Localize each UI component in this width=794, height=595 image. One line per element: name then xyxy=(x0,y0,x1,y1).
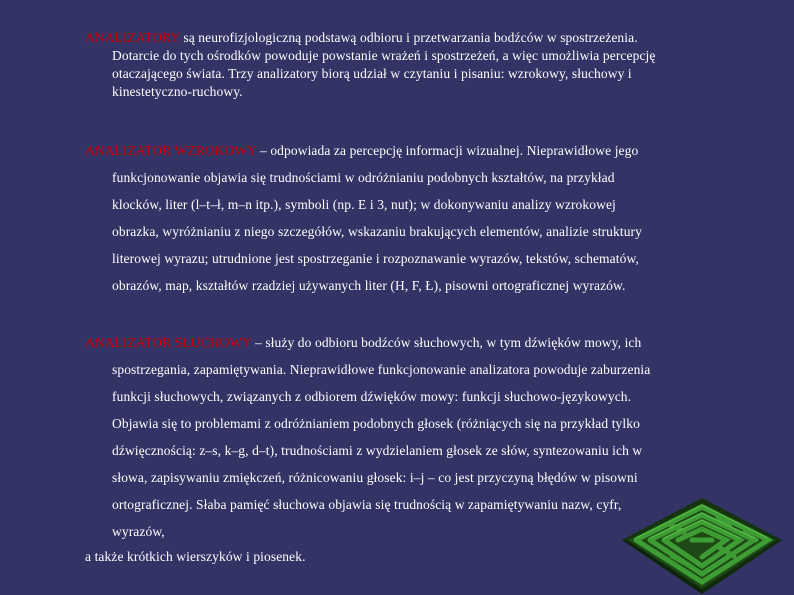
paragraph-line: otaczającego świata. Trzy analizatory biorą udział w czytaniu i pisaniu: wzrokowy, słuchowy i xyxy=(112,66,632,81)
paragraph-line: literowej wyrazu; utrudnione jest spostrzeganie i rozpoznawanie wyrazów, tekstów, schematów, xyxy=(112,251,639,266)
term-visual-analyzer: ANALIZATOR WZROKOWY xyxy=(85,143,257,158)
paragraph-line: Objawia się to problemami z odróżnianiem podobnych głosek (różniących się na przykład tylko xyxy=(112,416,640,431)
paragraph-line: funkcji słuchowych, związanych z odbiorem dźwięków mowy: funkcji słuchowo-językowych. xyxy=(112,389,632,404)
term-auditory-analyzer: ANALIZATOR SŁUCHOWY xyxy=(85,335,252,350)
paragraph-line: funkcjonowanie objawia się trudnościami w odróżnianiu podobnych kształtów, na przykład xyxy=(112,170,615,185)
closing-line: a także krótkich wierszyków i piosenek. xyxy=(85,549,306,564)
paragraph-line: obrazka, wyróżnianiu z niego szczegółów, wskazaniu brakujących elementów, analizie struktury xyxy=(112,224,642,239)
paragraph-line: kinestetyczno-ruchowy. xyxy=(112,84,243,99)
paragraph-line: dźwięcznością: z–s, k–g, d–t), trudnościami z wydzielaniem głosek ze słów, syntezowaniu ich w xyxy=(112,443,643,458)
paragraph-line: ortograficznej. Słaba pamięć słuchowa objawia się trudnością w zapamiętywaniu nazw, cyfr, xyxy=(112,497,622,512)
paragraph-line: spostrzegania, zapamiętywania. Nieprawidłowe funkcjonowanie analizatora powoduje zaburzenia xyxy=(112,362,651,377)
auditory-analyzer-paragraph xyxy=(85,329,650,545)
paragraph-line: ANALIZATOR WZROKOWY – odpowiada za percepcję informacji wizualnej. Nieprawidłowe jego xyxy=(85,143,639,158)
paragraph-line: klocków, liter (l–t–ł, m–n itp.), symboli (np. E i 3, nut); w dokonywaniu analizy wzrokowej xyxy=(112,197,616,212)
visual-analyzer-paragraph xyxy=(85,137,642,299)
analyzers-intro-paragraph xyxy=(85,29,655,101)
paragraph-line: ANALIZATORY są neurofizjologiczną podstawą odbioru i przetwarzania bodźców w spostrzeżenia. xyxy=(85,30,638,45)
term-analyzers: ANALIZATORY xyxy=(85,30,180,45)
paragraph-line: słowa, zapisywaniu zmiękczeń, różnicowaniu głosek: i–j – co jest przyczyną błędów w pisowni xyxy=(112,470,638,485)
paragraph-line: obrazów, map, kształtów rzadziej używanych liter (H, F, Ł), pisowni ortograficznej wyrazów. xyxy=(112,278,626,293)
paragraph-line: Dotarcie do tych ośrodków powoduje powstanie wrażeń i spostrzeżeń, a więc umożliwia percepcję xyxy=(112,48,656,63)
paragraph-line: ANALIZATOR SŁUCHOWY – służy do odbioru bodźców słuchowych, w tym dźwięków mowy, ich xyxy=(85,335,642,350)
paragraph-line: wyrazów, xyxy=(112,524,165,539)
hedge-maze-icon xyxy=(622,490,782,595)
